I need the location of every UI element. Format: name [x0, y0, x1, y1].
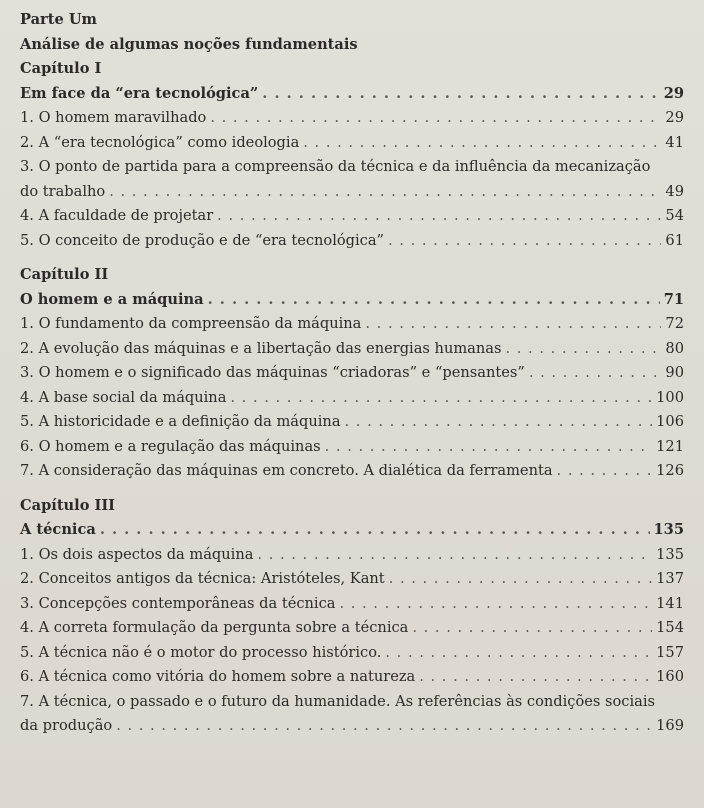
page-number: 61 [665, 231, 684, 249]
chapter-2-title [20, 288, 684, 313]
page-number: 100 [656, 388, 684, 406]
toc-entry [20, 592, 684, 617]
entry-text: 2. Conceitos antigos da técnica: Aristóteles, Kant [20, 570, 385, 587]
entry-text: 3. O homem e o significado das máquinas “criadoras” e “pensantes” [20, 364, 525, 381]
toc-entry [20, 106, 684, 131]
toc-entry [20, 337, 684, 362]
page-number: 141 [656, 594, 684, 612]
toc-entry: 7. A técnica, o passado e o futuro da humanidade. As referências às condições sociais [20, 692, 655, 710]
entry-text: 1. Os dois aspectos da máquina [20, 545, 254, 563]
chapter-1-label: Capítulo I [20, 60, 102, 77]
entry-text: 3. Concepções contemporâneas da técnica [20, 594, 336, 612]
entry-text: 5. O conceito de produção e de “era tecnológica” [20, 231, 385, 249]
page-number: 71 [663, 290, 684, 308]
entry-text: 2. A evolução das máquinas e a libertação das energias humanas [20, 339, 502, 357]
entry-text: 7. A consideração das máquinas em concreto. A dialética da ferramenta [20, 462, 553, 479]
page-number: 154 [656, 619, 684, 636]
entry-text: 6. O homem e a regulação das máquinas [20, 437, 321, 455]
entry-text: 1. O homem maravilhado [20, 109, 207, 126]
entry-text: 4. A faculdade de projetar [20, 207, 214, 224]
toc-entry [20, 386, 684, 411]
page-number: 54 [665, 207, 684, 224]
chapter-3-title [20, 518, 684, 543]
toc-entry [20, 567, 684, 592]
entry-text: 6. A técnica como vitória do homem sobre a natureza [20, 668, 416, 685]
entry-text: 5. A técnica não é o motor do processo histórico. [20, 643, 382, 661]
chapter-title-text: Em face da “era tecnológica” [20, 84, 259, 102]
toc-entry-continuation [20, 714, 684, 739]
chapter-title-text: A técnica [20, 521, 96, 538]
toc-entry [20, 665, 684, 690]
page-number: 121 [656, 437, 684, 455]
table-of-contents [20, 8, 684, 739]
toc-entry [20, 131, 684, 156]
toc-entry [20, 435, 684, 460]
page-number: 29 [665, 109, 684, 126]
chapter-3-label: Capítulo III [20, 496, 116, 514]
entry-text: 4. A correta formulação da pergunta sobre a técnica [20, 619, 409, 636]
toc-entry [20, 229, 684, 254]
toc-entry-continuation [20, 180, 684, 205]
page-number: 157 [656, 643, 684, 661]
page-number: 135 [656, 545, 684, 563]
page-number: 90 [665, 364, 684, 381]
page-number: 49 [665, 182, 684, 200]
part-title: Análise de algumas noções fundamentais [20, 35, 358, 53]
toc-entry [20, 312, 684, 337]
page-number: 137 [656, 570, 684, 587]
page-number: 80 [665, 339, 684, 357]
page-number: 41 [665, 133, 684, 151]
toc-entry [20, 361, 684, 386]
part-label: Parte Um [20, 11, 98, 28]
toc-entry: 3. O ponto de partida para a compreensão da técnica e da influência da mecanização [20, 158, 651, 175]
chapter-2-label: Capítulo II [20, 266, 109, 283]
entry-text: 2. A “era tecnológica” como ideologia [20, 133, 300, 151]
toc-entry [20, 459, 684, 484]
entry-text: da produção [20, 717, 113, 734]
page-number: 72 [665, 315, 684, 332]
toc-entry [20, 616, 684, 641]
toc-entry [20, 543, 684, 568]
page-number: 135 [653, 521, 684, 538]
page-number: 106 [656, 413, 684, 430]
toc-entry [20, 204, 684, 229]
entry-text: do trabalho [20, 182, 106, 200]
entry-text: 5. A historicidade e a definição da máquina [20, 413, 341, 430]
entry-text: 1. O fundamento da compreensão da máquina [20, 315, 362, 332]
toc-entry [20, 641, 684, 666]
page-number: 126 [656, 462, 684, 479]
page-number: 169 [656, 717, 684, 734]
page-number: 160 [656, 668, 684, 685]
toc-entry [20, 410, 684, 435]
page-number: 29 [663, 84, 684, 102]
chapter-title-text: O homem e a máquina [20, 290, 204, 308]
chapter-1-title [20, 82, 684, 107]
entry-text: 4. A base social da máquina [20, 388, 227, 406]
